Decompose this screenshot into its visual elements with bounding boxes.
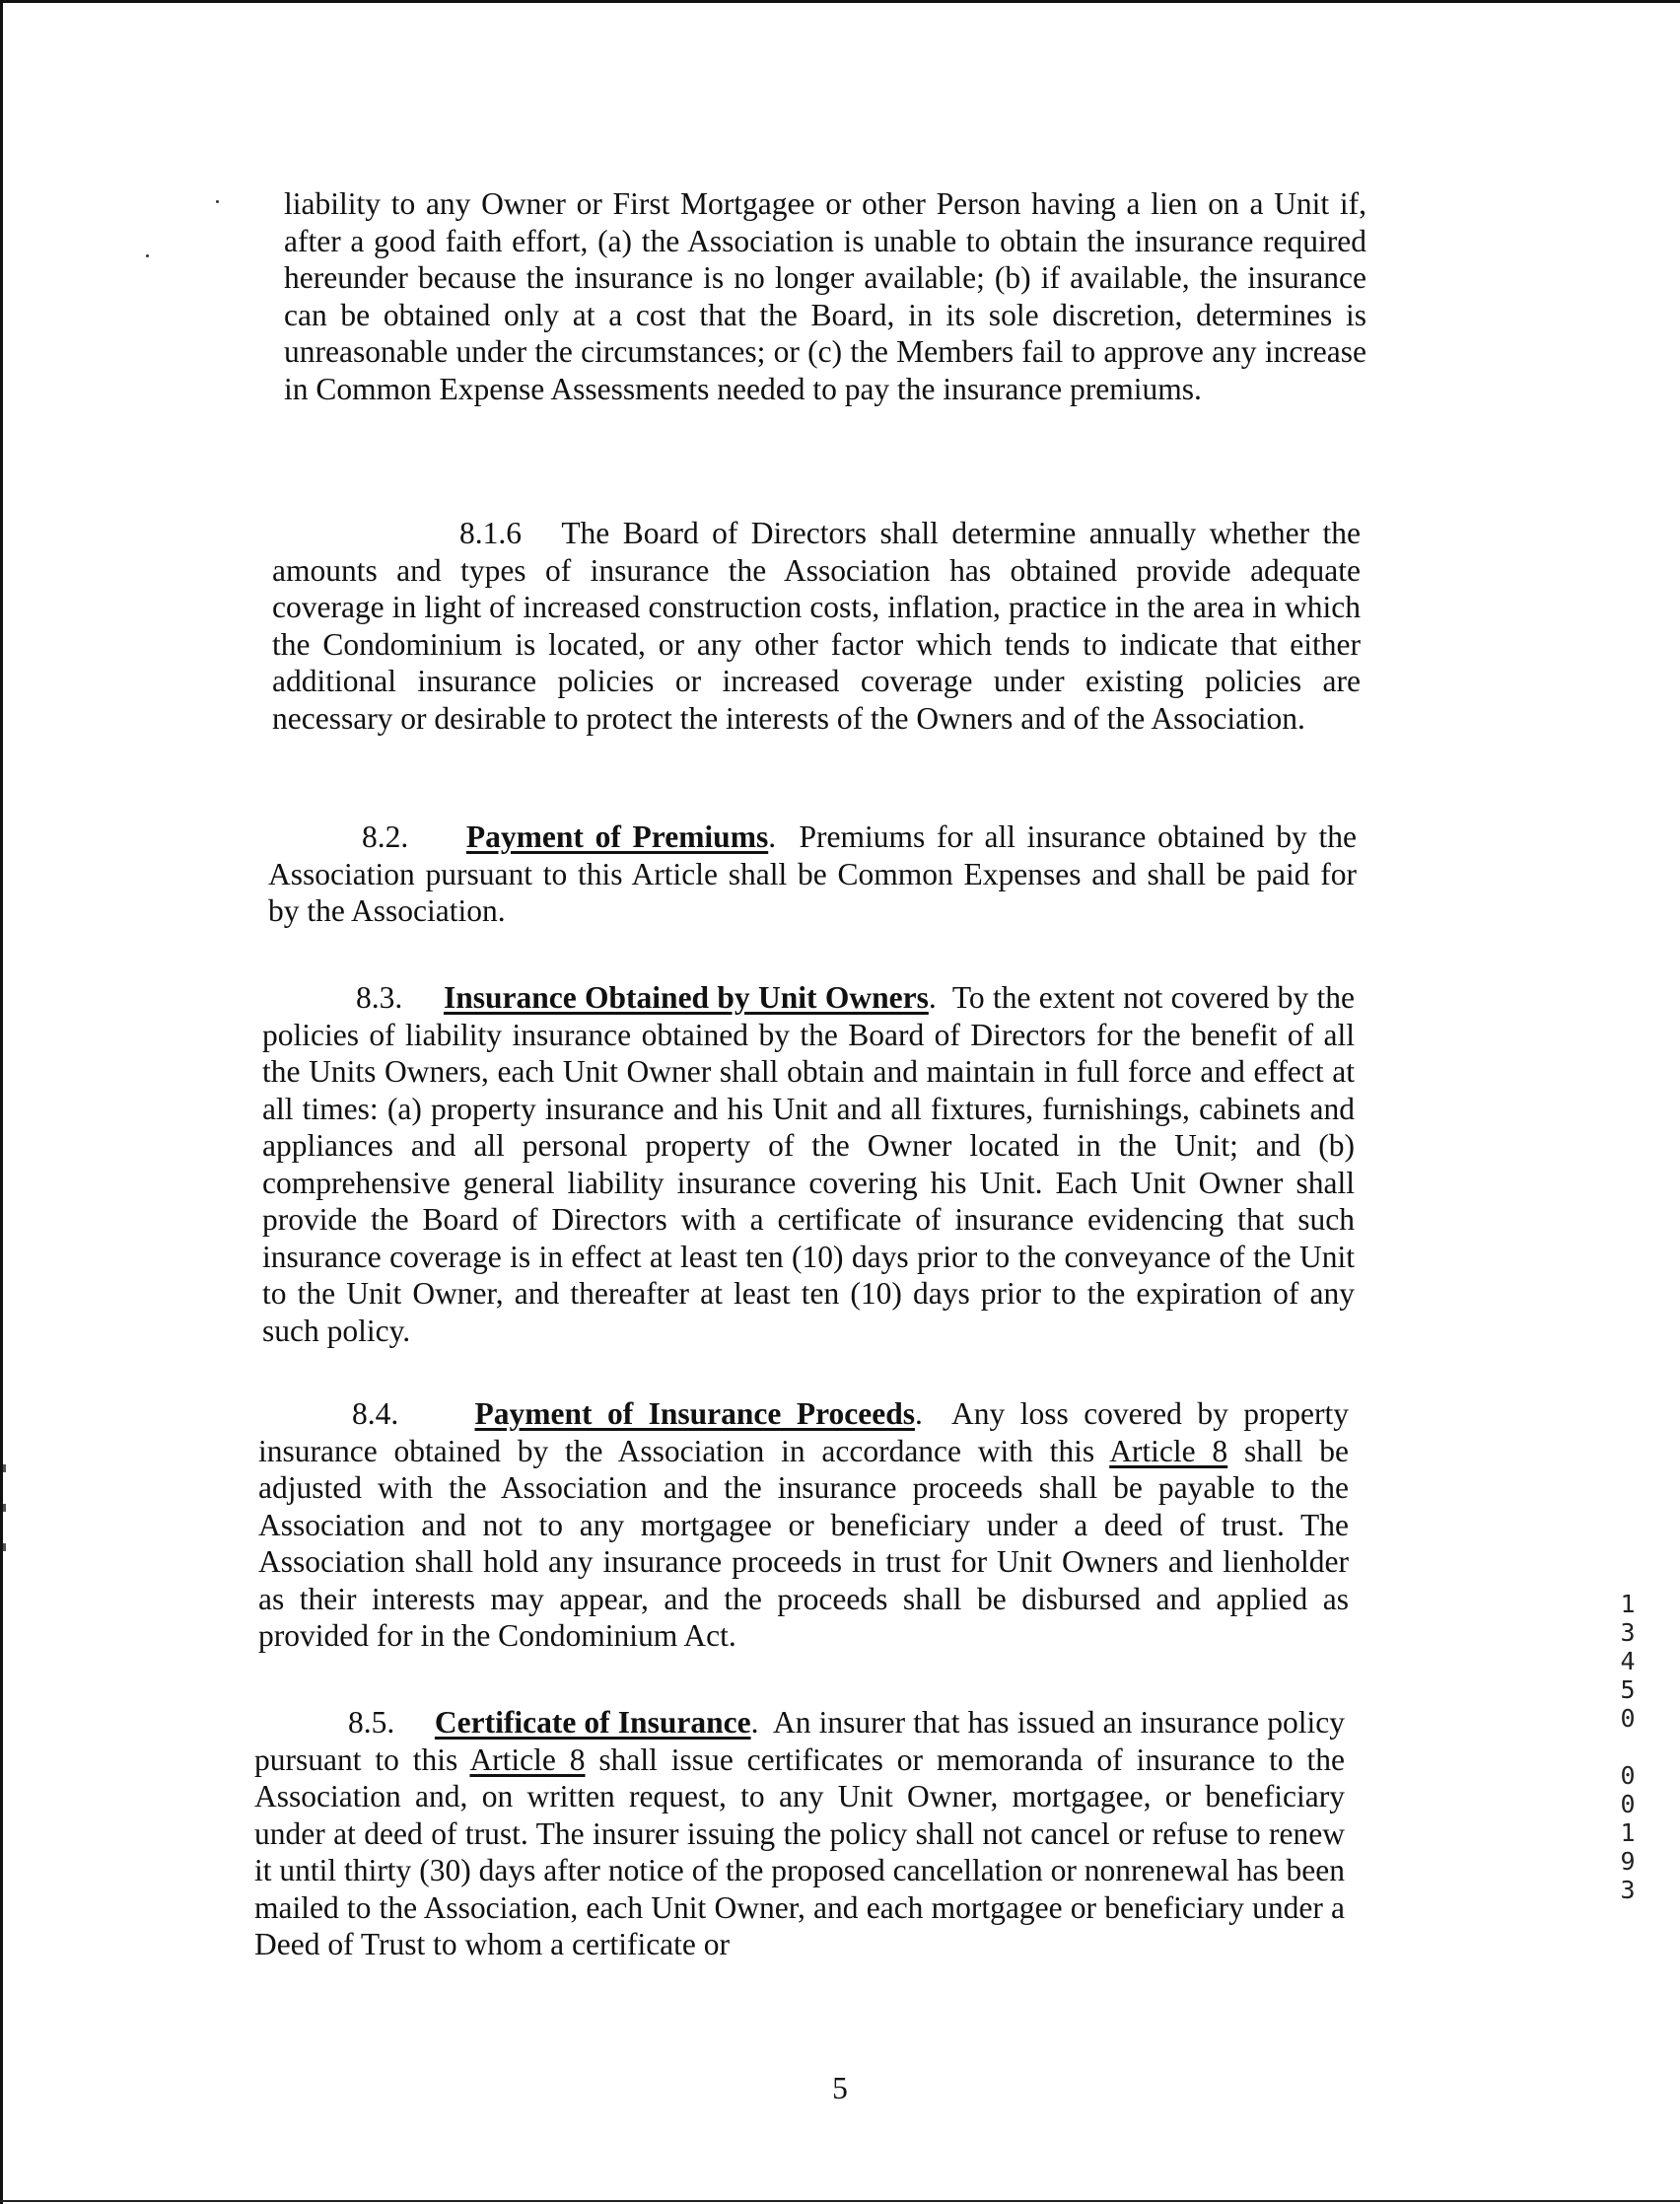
scan-edge-bottom — [0, 2200, 1680, 2202]
page-number: 5 — [832, 2071, 848, 2105]
section-number: 8.5. — [348, 1705, 395, 1740]
recording-stamp — [1613, 1590, 1643, 1904]
paragraph-8-2 — [268, 818, 1357, 930]
stamp-digit: 1 — [1620, 1818, 1636, 1847]
paragraph-body — [272, 515, 1361, 737]
section-heading: Insurance Obtained by Unit Owners — [443, 980, 929, 1015]
stamp-digit: 3 — [1620, 1876, 1636, 1904]
paragraph-text: The Board of Directors shall determine annually whether the amounts and types of insurance the Association has obtained provide adequate coverage in light of increased construction costs, inflation, practice in the area in which the Condominium is located, or any other factor which tends to indicate that either additional insurance policies or increased coverage under existing policies are necessary or desirable to protect the interests of the Owners and of the Association. — [272, 516, 1362, 736]
section-number: 8.4. — [352, 1396, 399, 1431]
stamp-digit: 9 — [1620, 1847, 1636, 1876]
paragraph-body: 8.3. Insurance Obtained by Unit Owners. To the extent not covered by the policies of liability insurance obtained by the Board of Directors for the benefit of all the Units Owners, each Unit Owner shall obtain and maintain in full force and effect at all times: (a) property insurance and his Unit and all fixtures, furnishings, cabinets and appliances and all personal property of the Owner located in the Unit; and (b) comprehensive general liability insurance covering his Unit. Each Unit Owner shall provide the Board of Directors with a certificate of insurance evidencing that such insurance coverage is in effect at least ten (10) days prior to the conveyance of the Unit to the Unit Owner, and thereafter at least ten (10) days prior to the expiration of any such policy. — [262, 980, 1355, 1348]
paragraph-body: 8.5. Certificate of Insurance. An insurer that has issued an insurance policy pursuant to this Article 8 shall issue certificates or memoranda of insurance to the Association and, on written request, to any Unit Owner, mortgagee, or beneficiary under at deed of trust. The insurer issuing the policy shall not cancel or refuse to renew it until thirty (30) days after notice of the proposed cancellation or nonrenewal has been mailed to the Association, each Unit Owner, and each mortgagee or beneficiary under a Deed of Trust to whom a certificate or — [254, 1705, 1346, 1961]
margin-tick — [3, 1543, 6, 1551]
paragraph-8-5 — [254, 1704, 1345, 1963]
stamp-digit: 4 — [1620, 1647, 1636, 1675]
article-reference: Article 8 — [469, 1742, 586, 1777]
stamp-digit: 5 — [1620, 1675, 1636, 1704]
stamp-gap — [1613, 1733, 1643, 1761]
paragraph-text: To the extent not covered by the policies of liability insurance obtained by the Board of Directors for the benefit of all the Units Owners, each Unit Owner shall obtain and maintain in full force and effect at all times: (a) property insurance and his Unit and all fixtures, furnishings, cabinets and appliances and all personal property of the Owner located in the Unit; and (b) comprehensive general liability insurance covering his Unit. Each Unit Owner shall provide the Board of Directors with a certificate of insurance evidencing that such insurance coverage is in effect at least ten (10) days prior to the conveyance of the Unit to the Unit Owner, and thereafter at least ten (10) days prior to the expiration of any such policy. — [262, 980, 1355, 1348]
section-heading: Payment of Premiums — [465, 819, 769, 854]
paragraph-continuation — [284, 185, 1366, 407]
article-reference: Article 8 — [1109, 1433, 1228, 1468]
section-number: 8.1.6 — [459, 516, 522, 550]
paragraph-8-1-6 — [272, 515, 1361, 737]
paragraph-body: 8.2. Payment of Premiums. Premiums for all insurance obtained by the Association pursuant to this Article shall be Common Expenses and shall be paid for by the Association. — [268, 819, 1357, 928]
paragraph-text: liability to any Owner or First Mortgagee or other Person having a lien on a Unit if, after a good faith effort, (a) the Association is unable to obtain the insurance required hereunder because the insurance is no longer available; (b) if available, the insurance can be obtained only at a cost that the Board, in its sole discretion, determines is unreasonable under the circumstances; or (c) the Members fail to approve any increase in Common Expense Assessments needed to pay the insurance premiums. — [284, 186, 1366, 406]
stamp-digit: 0 — [1620, 1761, 1636, 1790]
section-number: 8.3. — [356, 980, 403, 1015]
paragraph-text: Any loss covered by property insurance obtained by the Association in accordance with this — [258, 1396, 1350, 1468]
paragraph-8-3 — [262, 979, 1355, 1349]
paragraph-text: shall issue certificates or memoranda of insurance to the Association and, on written request, to any Unit Owner, mortgagee, or beneficiary under at deed of trust. The insurer issuing the policy shall not cancel or refuse to renew it until thirty (30) days after notice of the proposed cancellation or nonrenewal has been mailed to the Association, each Unit Owner, and each mortgagee or beneficiary under a Deed of Trust to whom a certificate or — [254, 1742, 1345, 1961]
paragraph-text: An insurer that has issued an insurance policy pursuant to this — [254, 1705, 1346, 1777]
section-number: 8.2. — [362, 819, 409, 854]
section-heading: Certificate of Insurance — [434, 1705, 751, 1740]
stamp-digit: 3 — [1620, 1618, 1636, 1647]
paragraph-text: shall be adjusted with the Association and the insurance proceeds shall be payable to the Association and not to any mortgagee or beneficiary under a deed of trust. The Association shall hold any insurance proceeds in trust for Unit Owners and lienholder as their interests may appear, and the proceeds shall be disbursed and applied as provided for in the Condominium Act. — [258, 1433, 1350, 1653]
section-heading: Payment of Insurance Proceeds — [474, 1396, 915, 1431]
margin-tick — [3, 1464, 6, 1472]
paragraph-8-4 — [258, 1395, 1349, 1655]
paragraph-body: 8.4. Payment of Insurance Proceeds. Any loss covered by property insurance obtained by the Association in accordance with this Article 8 shall be adjusted with the Association and the insurance proceeds shall be payable to the Association and not to any mortgagee or beneficiary under a deed of trust. The Association shall hold any insurance proceeds in trust for Unit Owners and lienholder as their interests may appear, and the proceeds shall be disbursed and applied as provided for in the Condominium Act. — [258, 1396, 1350, 1653]
scan-edge-top — [0, 0, 1680, 3]
scan-speck — [146, 254, 149, 257]
stamp-digit: 0 — [1620, 1790, 1636, 1818]
stamp-digit: 1 — [1620, 1590, 1636, 1618]
stamp-digit: 0 — [1620, 1704, 1636, 1733]
scan-edge-left — [0, 0, 3, 2204]
margin-tick — [3, 1504, 6, 1512]
scan-speck — [216, 200, 219, 203]
paragraph-text: Premiums for all insurance obtained by the Association pursuant to this Article shall be Common Expenses and shall be paid for by the Association. — [268, 819, 1357, 928]
